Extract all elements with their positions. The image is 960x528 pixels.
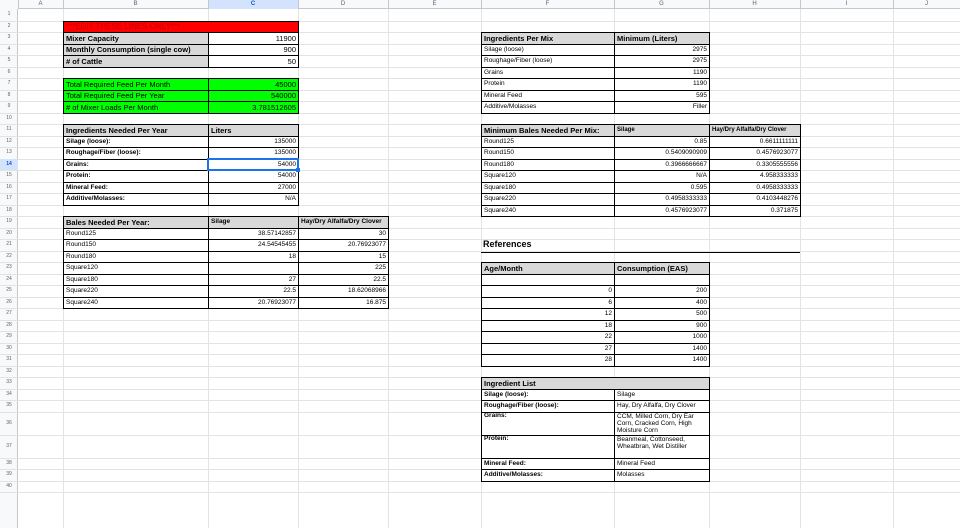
input-value[interactable]: 50: [208, 55, 299, 68]
gridline-horizontal: [0, 469, 960, 470]
min-bale-silage[interactable]: 0.4958333333: [614, 193, 710, 206]
row-header-40[interactable]: 40: [6, 482, 12, 489]
bale-type[interactable]: Round180: [63, 251, 209, 264]
input-label[interactable]: Mixer Capacity: [63, 32, 209, 45]
min-bale-type[interactable]: Round180: [481, 159, 615, 172]
age-month[interactable]: 27: [481, 343, 615, 356]
gridline-horizontal: [0, 331, 960, 332]
bales-year-header-hay[interactable]: Hay/Dry Alfalfa/Dry Clover: [298, 216, 389, 229]
bale-hay[interactable]: 16.875: [298, 297, 389, 310]
column-header-j[interactable]: J: [925, 1, 928, 7]
column-header-g[interactable]: G: [659, 1, 664, 7]
column-header-separator: [63, 0, 64, 9]
age-month[interactable]: 28: [481, 354, 615, 367]
age-consumption[interactable]: 1000: [614, 331, 710, 344]
row-header-21[interactable]: 21: [6, 241, 12, 247]
ingredient-label[interactable]: Protein:: [63, 170, 209, 183]
age-consumption[interactable]: 1400: [614, 343, 710, 356]
bale-hay[interactable]: 15: [298, 251, 389, 264]
gridline-vertical: [893, 0, 894, 528]
ingredient-list-value[interactable]: Beanmeal, Cottonseed, Wheatbran, Wet Distiller: [614, 435, 710, 459]
row-header-10[interactable]: 10: [6, 114, 12, 121]
per-mix-ingredient[interactable]: Protein: [481, 78, 615, 91]
ingredient-list-label[interactable]: Additive/Molasses:: [481, 469, 615, 482]
per-mix-min[interactable]: 1190: [614, 78, 710, 91]
bale-silage[interactable]: 22.5: [208, 285, 299, 298]
references-title[interactable]: References: [483, 239, 532, 250]
ingredient-list-value[interactable]: Hay, Dry Alfalfa, Dry Clover: [614, 400, 710, 413]
row-header-1[interactable]: 1: [7, 11, 11, 17]
column-header-d[interactable]: D: [340, 1, 346, 7]
row-header-32[interactable]: 32: [6, 367, 12, 374]
ingredient-list-label[interactable]: Protein:: [481, 435, 615, 459]
row-header-31[interactable]: 31: [6, 356, 12, 362]
gridline-horizontal: [0, 481, 960, 482]
total-value[interactable]: 3.781512605: [208, 101, 299, 114]
total-label[interactable]: Total Required Feed Per Year: [63, 90, 209, 103]
row-header-29[interactable]: 29: [6, 333, 12, 339]
min-bale-hay[interactable]: 0.4958333333: [709, 182, 801, 195]
ingredient-liters[interactable]: 135000: [208, 136, 299, 149]
ingredient-label[interactable]: Roughage/Fiber (loose):: [63, 147, 209, 160]
selected-cell-outline[interactable]: [207, 158, 299, 172]
min-bale-silage[interactable]: 0.5409090909: [614, 147, 710, 160]
bale-hay[interactable]: 18.62068966: [298, 285, 389, 298]
age-header-consumption[interactable]: Consumption (EAS): [614, 262, 710, 275]
column-header-separator: [298, 0, 299, 9]
column-header-separator: [893, 0, 894, 9]
ingredient-list-label[interactable]: Silage (loose):: [481, 389, 615, 402]
ingredient-label[interactable]: Grains:: [63, 159, 209, 172]
min-bale-silage[interactable]: N/A: [614, 170, 710, 183]
per-mix-min[interactable]: Filler: [614, 101, 710, 114]
ingredient-list-value[interactable]: Molasses: [614, 469, 710, 482]
row-header-23[interactable]: 23: [6, 264, 12, 270]
per-mix-ingredient[interactable]: Silage (loose): [481, 44, 615, 57]
column-header-c[interactable]: C: [208, 0, 298, 9]
ingredient-list-header[interactable]: Ingredient List: [481, 377, 710, 390]
min-bale-type[interactable]: Square240: [481, 205, 615, 218]
per-mix-ingredient[interactable]: Roughage/Fiber (loose): [481, 55, 615, 68]
age-month[interactable]: 18: [481, 320, 615, 333]
per-mix-min[interactable]: 1190: [614, 67, 710, 80]
min-bale-type[interactable]: Round150: [481, 147, 615, 160]
bale-hay[interactable]: 22.5: [298, 274, 389, 287]
ingredient-list-label[interactable]: Roughage/Fiber (loose):: [481, 400, 615, 413]
age-consumption[interactable]: 500: [614, 308, 710, 321]
bale-hay[interactable]: 20.76923077: [298, 239, 389, 252]
total-label[interactable]: Total Required Feed Per Month: [63, 78, 209, 91]
ingredient-list-label[interactable]: Mineral Feed:: [481, 458, 615, 471]
row-header-16[interactable]: 16: [6, 183, 12, 190]
gridline-horizontal: [0, 389, 960, 390]
corner-header[interactable]: [0, 0, 18, 9]
gridline-horizontal: [0, 412, 960, 413]
input-label[interactable]: Monthly Consumption (single cow): [63, 44, 209, 57]
row-header-25[interactable]: 25: [6, 287, 12, 293]
bales-year-header-silage[interactable]: Silage: [208, 216, 299, 229]
row-header-4[interactable]: 4: [7, 45, 11, 52]
min-bales-header[interactable]: Minimum Bales Needed Per Mix:: [481, 124, 615, 137]
row-header-11[interactable]: 11: [6, 126, 12, 132]
bale-type[interactable]: Square180: [63, 274, 209, 287]
gridline-horizontal: [0, 435, 960, 436]
column-header-f[interactable]: F: [545, 1, 550, 7]
min-bale-hay[interactable]: 0.371875: [709, 205, 801, 218]
age-consumption[interactable]: 200: [614, 285, 710, 298]
min-bales-header-hay[interactable]: Hay/Dry Alfalfa/Dry Clover: [709, 124, 801, 137]
min-bale-hay[interactable]: 0.3305555556: [709, 159, 801, 172]
bale-hay[interactable]: 225: [298, 262, 389, 275]
per-mix-header[interactable]: Ingredients Per Mix: [481, 32, 615, 45]
ingredient-liters[interactable]: N/A: [208, 193, 299, 206]
per-mix-ingredient[interactable]: Mineral Feed: [481, 90, 615, 103]
bale-type[interactable]: Round150: [63, 239, 209, 252]
row-header-28[interactable]: 28: [6, 321, 12, 328]
gridline-horizontal: [0, 400, 960, 401]
column-header-separator: [709, 0, 710, 9]
bales-year-header[interactable]: Bales Needed Per Year:: [63, 216, 209, 229]
bale-silage[interactable]: 38.57142857: [208, 228, 299, 241]
min-bale-hay[interactable]: 4.958333333: [709, 170, 801, 183]
age-month[interactable]: 22: [481, 331, 615, 344]
column-header-separator: [800, 0, 801, 9]
ingredient-list-label[interactable]: Grains:: [481, 412, 615, 436]
bale-silage[interactable]: 27: [208, 274, 299, 287]
column-header-a[interactable]: A: [38, 1, 43, 7]
min-bale-type[interactable]: Square180: [481, 182, 615, 195]
edit-banner[interactable]: ***EDIT THESE LINES ONLY***: [63, 21, 299, 34]
column-header-i[interactable]: I: [845, 1, 848, 7]
min-bale-silage[interactable]: 0.85: [614, 136, 710, 149]
column-header-h[interactable]: H: [752, 1, 757, 7]
ingredients-year-header[interactable]: Ingredients Needed Per Year: [63, 124, 209, 137]
min-bale-silage[interactable]: 0.3966666667: [614, 159, 710, 172]
input-value[interactable]: 900: [208, 44, 299, 57]
gridline-horizontal: [0, 366, 960, 367]
column-header-separator: [614, 0, 615, 9]
gridline-horizontal: [0, 320, 960, 321]
bale-silage[interactable]: 24.54545455: [208, 239, 299, 252]
ingredient-list-value[interactable]: CCM, Milled Corn, Dry Ear Corn, Cracked Corn, High Moisture Corn: [614, 412, 710, 436]
age-consumption[interactable]: 1400: [614, 354, 710, 367]
age-month[interactable]: 12: [481, 308, 615, 321]
bale-type[interactable]: Round125: [63, 228, 209, 241]
column-header-e[interactable]: E: [432, 1, 437, 7]
row-header-9[interactable]: 9: [7, 103, 11, 109]
ingredient-list-value[interactable]: Silage: [614, 389, 710, 402]
row-header-39[interactable]: 39: [6, 471, 12, 477]
per-mix-min[interactable]: 2975: [614, 55, 710, 68]
age-header[interactable]: Age/Month: [481, 262, 615, 275]
row-header-38[interactable]: 38: [6, 459, 12, 466]
row-header-35[interactable]: 35: [6, 402, 12, 408]
row-header-33[interactable]: 33: [6, 379, 12, 385]
min-bale-type[interactable]: Round125: [481, 136, 615, 149]
min-bale-type[interactable]: Square120: [481, 170, 615, 183]
age-consumption[interactable]: 400: [614, 297, 710, 310]
min-bales-header-silage[interactable]: Silage: [614, 124, 710, 137]
row-header-34[interactable]: 34: [6, 390, 12, 397]
gridline-horizontal: [0, 354, 960, 355]
ingredient-liters[interactable]: 54000: [208, 170, 299, 183]
per-mix-min[interactable]: 595: [614, 90, 710, 103]
min-bale-hay[interactable]: 0.4576923077: [709, 147, 801, 160]
row-header-37[interactable]: 37: [6, 442, 12, 449]
total-label[interactable]: # of Mixer Loads Per Month: [63, 101, 209, 114]
ingredients-year-header-liters[interactable]: Liters: [208, 124, 299, 137]
column-header-separator: [18, 0, 19, 9]
row-header-26[interactable]: 26: [6, 298, 12, 305]
bale-type[interactable]: Square240: [63, 297, 209, 310]
row-header-36[interactable]: 36: [6, 419, 12, 426]
row-header-3[interactable]: 3: [7, 34, 11, 40]
input-label[interactable]: # of Cattle: [63, 55, 209, 68]
row-header-22[interactable]: 22: [6, 252, 12, 259]
total-value[interactable]: 540000: [208, 90, 299, 103]
row-header-2[interactable]: 2: [7, 22, 11, 29]
per-mix-ingredient[interactable]: Grains: [481, 67, 615, 80]
age-month[interactable]: 0: [481, 285, 615, 298]
row-header-15[interactable]: 15: [6, 172, 12, 178]
gridline-horizontal: [0, 458, 960, 459]
references-underline: [481, 252, 800, 253]
bale-type[interactable]: Square220: [63, 285, 209, 298]
row-header-5[interactable]: 5: [7, 57, 11, 63]
row-header-17[interactable]: 17: [6, 195, 12, 201]
min-bale-hay[interactable]: 0.6611111111: [709, 136, 801, 149]
per-mix-ingredient[interactable]: Additive/Molasses: [481, 101, 615, 114]
min-bale-silage[interactable]: 0.595: [614, 182, 710, 195]
age-month[interactable]: 6: [481, 297, 615, 310]
min-bale-type[interactable]: Square220: [481, 193, 615, 206]
bale-hay[interactable]: 30: [298, 228, 389, 241]
fill-handle[interactable]: [296, 168, 300, 172]
ingredient-liters[interactable]: 135000: [208, 147, 299, 160]
per-mix-min[interactable]: 2975: [614, 44, 710, 57]
row-header-8[interactable]: 8: [7, 91, 11, 98]
row-header-13[interactable]: 13: [6, 149, 12, 155]
row-header-6[interactable]: 6: [7, 68, 11, 75]
row-header-27[interactable]: 27: [6, 310, 12, 316]
ingredient-list-value[interactable]: Mineral Feed: [614, 458, 710, 471]
row-header-20[interactable]: 20: [6, 229, 12, 236]
column-header-separator: [388, 0, 389, 9]
ingredient-liters[interactable]: 27000: [208, 182, 299, 195]
total-value[interactable]: 45000: [208, 78, 299, 91]
row-header-18[interactable]: 18: [6, 206, 12, 213]
ingredient-label[interactable]: Mineral Feed:: [63, 182, 209, 195]
row-header-19[interactable]: 19: [6, 218, 12, 224]
row-header-7[interactable]: 7: [7, 80, 11, 86]
bale-silage[interactable]: 18: [208, 251, 299, 264]
per-mix-header-min[interactable]: Minimum (Liters): [614, 32, 710, 45]
gridline-vertical: [800, 0, 801, 528]
row-header-24[interactable]: 24: [6, 275, 12, 282]
min-bale-hay[interactable]: 0.4103448276: [709, 193, 801, 206]
gridline-horizontal: [0, 377, 960, 378]
row-header-30[interactable]: 30: [6, 344, 12, 351]
row-header-12[interactable]: 12: [6, 137, 12, 144]
column-header-b[interactable]: B: [133, 1, 138, 7]
gridline-horizontal: [0, 492, 960, 493]
ingredient-liters[interactable]: 54000: [208, 159, 299, 172]
column-header-separator: [208, 0, 209, 9]
bale-type[interactable]: Square120: [63, 262, 209, 275]
input-value[interactable]: 11900: [208, 32, 299, 45]
age-consumption[interactable]: 900: [614, 320, 710, 333]
min-bale-silage[interactable]: 0.4576923077: [614, 205, 710, 218]
row-header-14[interactable]: 14: [0, 159, 18, 171]
column-header-separator: [481, 0, 482, 9]
gridline-horizontal: [0, 343, 960, 344]
ingredient-label[interactable]: Additive/Molasses:: [63, 193, 209, 206]
ingredient-label[interactable]: Silage (loose):: [63, 136, 209, 149]
bale-silage[interactable]: 20.76923077: [208, 297, 299, 310]
